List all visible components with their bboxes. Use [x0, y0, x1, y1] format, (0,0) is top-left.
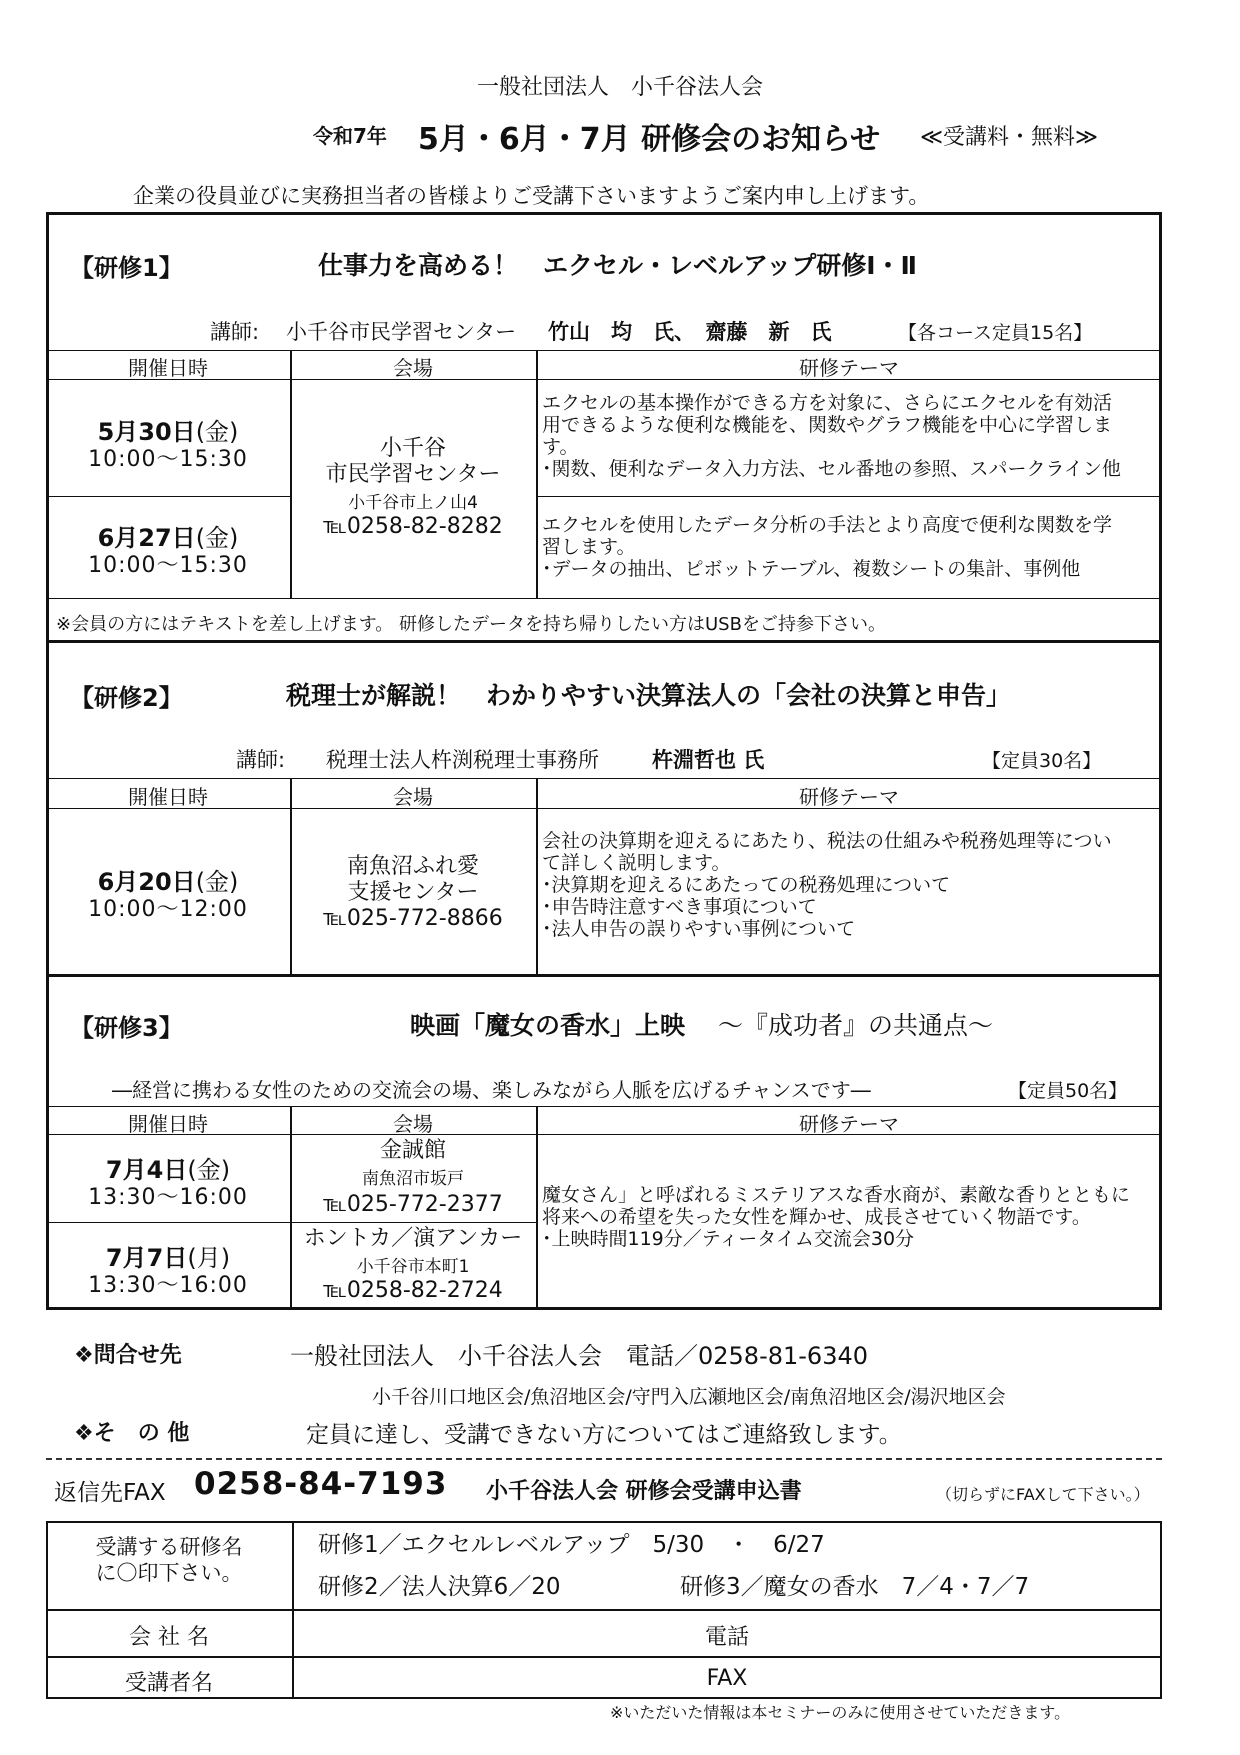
- fax-field[interactable]: FAX: [706, 1666, 748, 1691]
- c2-venue-tel: ℡025-772-8866: [323, 906, 503, 931]
- divider-course3: [46, 974, 1162, 977]
- privacy-note: ※いただいた情報は本セミナーのみに使用させていただきます。: [610, 1703, 1071, 1722]
- option-course2[interactable]: 研修2／法人決算6／20: [318, 1574, 561, 1600]
- course3-subtitle: ～『成功者』の共通点～: [718, 1011, 994, 1040]
- course3-label: 【研修3】: [70, 1014, 183, 1042]
- c1-session1-time: 10:00～15:30: [88, 447, 248, 472]
- c3-theme-line: 将来への希望を失った女性を輝かせ、成長させていく物語です。: [542, 1206, 1091, 1228]
- c1-header-date: 開催日時: [128, 356, 208, 380]
- c1-theme2-line: エクセルを使用したデータ分析の手法とより高度で便利な関数を学: [542, 514, 1113, 536]
- c2-table-top: [46, 778, 1162, 779]
- c2-session-date: 6月20日(金): [97, 868, 239, 896]
- c1-session1-date: 5月30日(金): [97, 418, 239, 446]
- course3-capacity: 【定員50名】: [1008, 1080, 1128, 1102]
- c3-header-venue: 会場: [393, 1112, 433, 1136]
- course2-capacity: 【定員30名】: [982, 750, 1102, 772]
- select-course-label: [46, 1534, 292, 1586]
- option-course3[interactable]: 研修3／魔女の香水 7／4・7／7: [680, 1574, 1030, 1600]
- c1-theme2-line: 習します。: [542, 536, 636, 558]
- course2-label: 【研修2】: [70, 684, 183, 712]
- fax-prefix: 返信先FAX: [54, 1480, 166, 1506]
- c2-theme-line: ･法人申告の誤りやすい事例について: [542, 918, 856, 940]
- c1-theme1-line: エクセルの基本操作ができる方を対象に、さらにエクセルを有効活: [542, 392, 1113, 414]
- course1-capacity: 【各コース定員15名】: [898, 322, 1093, 344]
- cut-line: [46, 1458, 1162, 1460]
- c3-session2-time: 13:30～16:00: [88, 1273, 248, 1298]
- c1-theme1-line: す。: [542, 436, 579, 458]
- c3-theme-line: ･上映時間119分／ティータイム交流会30分: [542, 1228, 915, 1250]
- c2-header-theme: 研修テーマ: [799, 785, 899, 809]
- course2-lecturer-prefix: 講師:: [236, 748, 286, 772]
- c1-date-divider: [46, 496, 290, 497]
- c3-venue1-name: 金誠館: [379, 1138, 446, 1163]
- form-title: 小千谷法人会 研修会受講申込書: [486, 1479, 802, 1504]
- c2-venue-line2: 支援センター: [347, 880, 479, 905]
- course1-title: 仕事力を高める！ エクセル・レベルアップ研修Ⅰ・Ⅱ: [318, 251, 918, 280]
- contact-org: 一般社団法人 小千谷法人会 電話／0258-81-6340: [290, 1342, 869, 1370]
- c1-table-top: [46, 350, 1162, 351]
- attendee-label: 受講者名: [124, 1671, 213, 1696]
- option-course1[interactable]: 研修1／エクセルレベルアップ 5/30 ・ 6/27: [318, 1532, 825, 1558]
- c3-venue1-addr: 南魚沼市坂戸: [362, 1169, 464, 1189]
- c2-theme-line: て詳しく説明します。: [542, 852, 731, 874]
- course1-label: 【研修1】: [70, 254, 183, 282]
- c1-theme1-line: 用できるような便利な機能を、関数やグラフ機能を中心に学習しま: [542, 414, 1113, 436]
- c3-venue2-name: ホントカ／演アンカー: [303, 1226, 523, 1251]
- c2-theme-line: ･申告時注意すべき事項について: [542, 896, 817, 918]
- c2-header-date: 開催日時: [128, 785, 208, 809]
- c1-theme1-line: ･関数、便利なデータ入力方法、セル番地の参照、スパークライン他: [542, 458, 1121, 480]
- select-label-line: に〇印下さい。: [95, 1561, 243, 1585]
- c1-theme2-line: ･データの抽出、ピボットテーブル、複数シートの集計、事例他: [542, 558, 1081, 580]
- c1-venue-line1: 小千谷: [379, 436, 446, 461]
- c1-table-bottom: [46, 598, 1162, 599]
- c3-theme: [542, 1184, 1158, 1250]
- c2-theme: [542, 830, 1158, 940]
- c3-header-date: 開催日時: [128, 1112, 208, 1136]
- c2-theme-line: 会社の決算期を迎えるにあたり、税法の仕組みや税務処理等につい: [542, 830, 1112, 852]
- c3-venue1-tel: ℡025-772-2377: [323, 1192, 503, 1217]
- c1-session2-time: 10:00～15:30: [88, 553, 248, 578]
- form-row1-bottom: [46, 1609, 1162, 1611]
- c3-session1-time: 13:30～16:00: [88, 1185, 248, 1210]
- c1-header-venue: 会場: [393, 356, 433, 380]
- course2-lecturer-org: 税理士法人杵渕税理士事務所: [326, 748, 599, 772]
- contact-label: ❖問合せ先: [74, 1343, 182, 1368]
- intro-text: 企業の役員並びに実務担当者の皆様よりご受講下さいますようご案内申し上げます。: [133, 184, 930, 208]
- c3-header-theme: 研修テーマ: [799, 1112, 899, 1136]
- c3-venue2-addr: 小千谷市本町1: [356, 1257, 470, 1277]
- c1-col2: [536, 350, 538, 598]
- c1-header-theme: 研修テーマ: [799, 356, 899, 380]
- c3-table-top: [46, 1106, 1162, 1107]
- c3-session2-date: 7月7日(月): [105, 1244, 231, 1272]
- company-label: 会 社 名: [129, 1625, 209, 1650]
- c3-venue2-tel: ℡0258-82-2724: [323, 1278, 503, 1303]
- page-title: 5月・6月・7月 研修会のお知らせ: [418, 122, 881, 157]
- select-label-line: 受講する研修名: [95, 1535, 243, 1559]
- cut-note: （切らずにFAXして下さい。）: [936, 1485, 1150, 1504]
- course1-note: ※会員の方にはテキストを差し上げます。 研修したデータを持ち帰りしたい方はUSBをご持参下さい。: [56, 614, 886, 635]
- c1-venue-addr: 小千谷市上ノ山4: [348, 493, 478, 513]
- contact-branches: 小千谷川口地区会/魚沼地区会/守門入広瀬地区会/南魚沼地区会/湯沢地区会: [372, 1386, 1006, 1408]
- fax-number: 0258-84-7193: [194, 1466, 448, 1502]
- course1-lecturer-names: 竹山 均 氏、 齋藤 新 氏: [548, 320, 832, 344]
- c1-theme1: [542, 392, 1158, 480]
- course2-lecturer-names: 杵淵哲也 氏: [652, 748, 765, 772]
- c2-header-venue: 会場: [393, 785, 433, 809]
- divider-course2: [46, 640, 1162, 643]
- course3-title: 映画「魔女の香水」上映: [410, 1011, 686, 1040]
- fee-note: ≪受講料・無料≫: [920, 125, 1099, 150]
- org-name: 一般社団法人 小千谷法人会: [476, 75, 763, 100]
- c3-session1-date: 7月4日(金): [105, 1156, 231, 1184]
- c1-venue-tel: ℡0258-82-8282: [323, 514, 503, 539]
- phone-field[interactable]: 電話: [704, 1625, 749, 1650]
- c2-theme-line: ･決算期を迎えるにあたっての税務処理について: [542, 874, 951, 896]
- other-label: ❖そ の 他: [74, 1421, 190, 1446]
- c2-session-time: 10:00～12:00: [88, 897, 248, 922]
- course1-lecturer-prefix: 講師:: [210, 320, 260, 344]
- c1-theme2: [542, 514, 1158, 580]
- c1-venue-line2: 市民学習センター: [325, 462, 501, 487]
- other-text: 定員に達し、受講できない方についてはご連絡致します。: [306, 1422, 902, 1448]
- course1-lecturer-org: 小千谷市民学習センター: [286, 320, 517, 344]
- form-row2-bottom: [46, 1656, 1162, 1658]
- c1-theme-divider: [536, 496, 1162, 497]
- course3-tagline: ―経営に携わる女性のための交流会の場、楽しみながら人脈を広げるチャンスです―: [112, 1078, 871, 1102]
- c3-theme-line: 魔女さん」と呼ばれるミステリアスな香水商が、素敵な香りとともに: [542, 1184, 1130, 1206]
- era-label: 令和7年: [313, 124, 387, 148]
- c1-session2-date: 6月27日(金): [97, 524, 239, 552]
- course2-title: 税理士が解説！ わかりやすい決算法人の「会社の決算と申告」: [286, 681, 1012, 710]
- c2-venue-line1: 南魚沼ふれ愛: [346, 854, 479, 879]
